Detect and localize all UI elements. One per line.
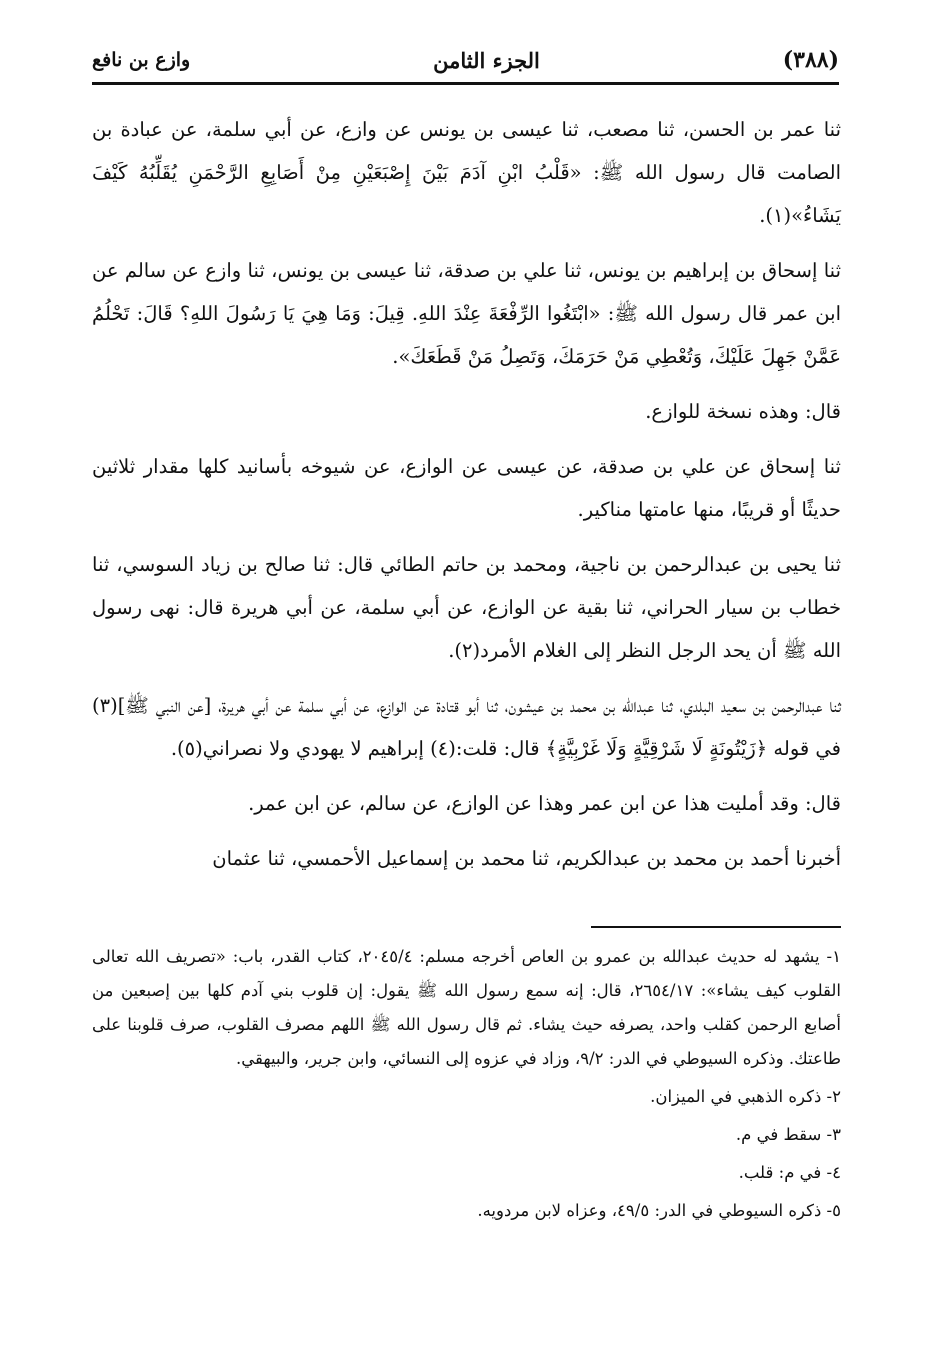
page-number: (٣٨٨) (782, 47, 839, 73)
footnote: ٥- ذكره السيوطي في الدر: ٤٩/٥، وعزاه لابن مردويه. (477, 1201, 841, 1220)
footnote: ١- يشهد له حديث عبدالله بن عمرو بن العاص أخرجه مسلم: ٢٠٤٥/٤، كتاب القدر، باب: «تصريف الله تعالى القلوب كيف يشاء»: ٢٦٥٤/١٧، قال: إنه سمع رسول الله ﷺ يقول: إن قلوب بني آدم كلها بين إصبعين من أصابع الرحمن كقلب واحد، يصرفه حيث يشاء. ثم قال رسول الله ﷺ اللهم مصرف القلوب، صرف قلوبنا على طاعتك. وذكره السيوطي في الدر: ٩/٢، وزاد في عزوه إلى النسائي، وابن جرير، والبيهقي. (92, 947, 841, 1068)
main-text (92, 108, 841, 892)
paragraph: ثنا عمر بن الحسن، ثنا مصعب، ثنا عيسى بن يونس عن وازع، عن أبي سلمة، عن عبادة بن الصامت قال رسول الله ﷺ: «قَلْبُ ابْنِ آدَمَ بَيْنَ إِصْبَعَيْنِ مِنْ أَصَابِعِ الرَّحْمَنِ يُقَلِّبُهُ كَيْفَ يَشَاءُ»(١). (92, 118, 841, 227)
page-header (92, 38, 839, 85)
footnote: ٣- سقط في م. (735, 1125, 841, 1144)
paragraph: ثنا إسحاق بن إبراهيم بن يونس، ثنا علي بن صدقة، ثنا عيسى بن يونس، ثنا وازع عن سالم عن ابن عمر قال رسول الله ﷺ: «ابْتَغُوا الرِّفْعَةَ عِنْدَ اللهِ. قِيلَ: وَمَا هِيَ يَا رَسُولَ اللهِ؟ قَالَ: تَحْلُمُ عَمَّنْ جَهِلَ عَلَيْكَ، وَتُعْطِي مَنْ حَرَمَكَ، وَتَصِلُ مَنْ قَطَعَكَ». (92, 259, 841, 368)
paragraph: ثنا إسحاق عن علي بن صدقة، عن عيسى عن الوازع، عن شيوخه بأسانيد كلها مقدار ثلاثين حديثًا أو قريبًا، منها عامتها مناكير. (92, 455, 841, 521)
paragraph: أخبرنا أحمد بن محمد بن عبدالكريم، ثنا محمد بن إسماعيل الأحمسي، ثنا عثمان (212, 847, 841, 870)
footnote: ٢- ذكره الذهبي في الميزان. (650, 1087, 841, 1106)
entry-name: وازع بن نافع (92, 49, 191, 71)
part-title: الجزء الثامن (433, 47, 540, 73)
paragraph: قال: وهذه نسخة للوازع. (645, 400, 841, 423)
footnotes (92, 940, 841, 1232)
paragraph: قال: وقد أمليت هذا عن ابن عمر وهذا عن الوازع، عن سالم، عن ابن عمر. (248, 792, 841, 815)
paragraph: ثنا عبدالرحمن بن سعيد البلدي، ثنا عبدالله بن محمد بن عيشون، ثنا أبو قتادة عن الوازع، عن أبي سلمة عن أبي هريرة، [عن النبي ﷺ](٣) في قوله ﴿زَيْتُونَةٍ لَا شَرْقِيَّةٍ وَلَا غَرْبِيَّةٍ﴾ قال: قلت:(٤) إبراهيم لا يهودي ولا نصراني(٥). (92, 694, 841, 760)
footnote-separator (591, 926, 841, 928)
footnote: ٤- في م: قلب. (738, 1163, 841, 1182)
paragraph: ثنا يحيى بن عبدالرحمن بن ناجية، ومحمد بن حاتم الطائي قال: ثنا صالح بن زياد السوسي، ثنا خطاب بن سيار الحراني، ثنا بقية عن الوازع، عن أبي سلمة، عن أبي هريرة قال: نهى رسول الله ﷺ أن يحد الرجل النظر إلى الغلام الأمرد(٢). (92, 553, 841, 662)
